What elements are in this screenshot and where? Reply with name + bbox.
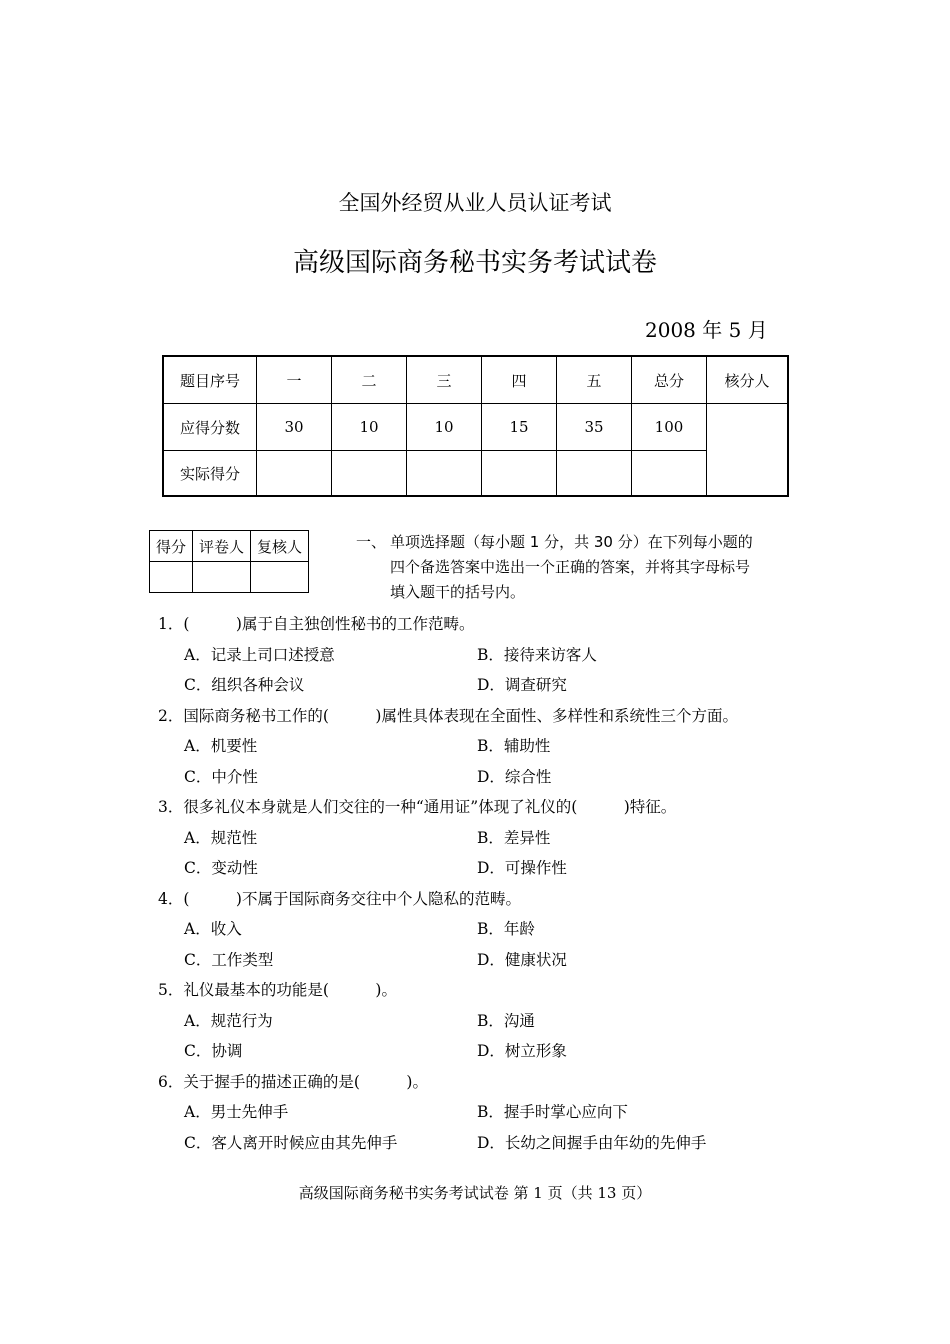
option-b: B．接待来访客人 [477, 645, 597, 664]
question-stem: 5．礼仪最基本的功能是( )。 [158, 981, 397, 999]
option-d: D．调查研究 [477, 676, 567, 694]
option-c: C．协调 [184, 1042, 243, 1060]
grader-header: 得分 [150, 531, 193, 562]
option-a: A．记录上司口述授意 [184, 645, 335, 664]
cell: 二 [332, 356, 407, 404]
question-stem: 3．很多礼仪本身就是人们交往的一种“通用证”体现了礼仪的( )特征。 [158, 798, 677, 816]
checker-signature-cell[interactable] [707, 404, 789, 497]
score-entry-cell[interactable] [332, 451, 407, 497]
option-a: A．机要性 [184, 737, 258, 755]
option-b: B．握手时掌心应向下 [477, 1103, 628, 1121]
score-entry-cell[interactable] [557, 451, 632, 497]
grader-entry-cell[interactable] [150, 562, 193, 593]
section-instructions [356, 530, 796, 605]
score-table-row-actual [163, 451, 788, 497]
cell: 10 [332, 404, 407, 451]
cell-label: 实际得分 [163, 451, 257, 497]
grader-header: 复核人 [251, 531, 309, 562]
option-d: D．可操作性 [477, 859, 567, 877]
score-entry-cell[interactable] [482, 451, 557, 497]
cell: 三 [407, 356, 482, 404]
grader-table [149, 530, 309, 593]
exam-subtitle: 全国外经贸从业人员认证考试 [338, 191, 612, 215]
question-stem: 6．关于握手的描述正确的是( )。 [158, 1072, 428, 1091]
option-d: D．长幼之间握手由年幼的先伸手 [477, 1133, 707, 1152]
option-c: C．客人离开时候应由其先伸手 [184, 1133, 398, 1152]
option-a: A．收入 [184, 920, 242, 938]
option-c: C．变动性 [184, 859, 258, 877]
exam-date: 2008 年 5 月 [645, 318, 768, 342]
cell: 35 [557, 404, 632, 451]
cell: 总分 [632, 356, 707, 404]
score-entry-cell[interactable] [407, 451, 482, 497]
option-c: C．工作类型 [184, 950, 274, 969]
cell-label: 题目序号 [163, 356, 257, 404]
option-d: D．健康状况 [477, 950, 567, 969]
score-table-row-index [163, 356, 788, 404]
exam-title: 高级国际商务秘书实务考试试卷 [292, 248, 657, 278]
cell: 15 [482, 404, 557, 451]
option-d: D．综合性 [477, 767, 552, 786]
cell: 一 [257, 356, 332, 404]
cell: 四 [482, 356, 557, 404]
section-text-line: 填入题干的括号内。 [390, 583, 526, 601]
cell-label: 应得分数 [163, 404, 257, 451]
grader-entry-cell[interactable] [251, 562, 309, 593]
grader-header: 评卷人 [193, 531, 251, 562]
option-a: A．规范性 [184, 828, 258, 847]
option-b: B．差异性 [477, 828, 551, 847]
section-text-line: 单项选择题（每小题 1 分，共 30 分）在下列每小题的 [390, 533, 753, 551]
question-stem: 1．( )属于自主独创性秘书的工作范畴。 [158, 615, 475, 633]
cell: 10 [407, 404, 482, 451]
grader-entry-cell[interactable] [193, 562, 251, 593]
section-number: 一、 [356, 533, 387, 551]
option-a: A．规范行为 [184, 1011, 273, 1030]
score-entry-cell[interactable] [632, 451, 707, 497]
question-stem: 4．( )不属于国际商务交往中个人隐私的范畴。 [158, 889, 521, 908]
option-c: C．组织各种会议 [184, 676, 305, 694]
page-footer: 高级国际商务秘书实务考试试卷 第 1 页（共 13 页） [298, 1184, 652, 1202]
option-c: C．中介性 [184, 767, 258, 786]
question-stem: 2．国际商务秘书工作的( )属性具体表现在全面性、多样性和系统性三个方面。 [158, 706, 738, 725]
score-entry-cell[interactable] [257, 451, 332, 497]
cell: 100 [632, 404, 707, 451]
cell: 五 [557, 356, 632, 404]
option-b: B．沟通 [477, 1011, 535, 1030]
cell: 30 [257, 404, 332, 451]
option-b: B．年龄 [477, 920, 535, 938]
cell: 核分人 [707, 356, 789, 404]
score-table [162, 355, 789, 497]
option-d: D．树立形象 [477, 1042, 567, 1060]
option-a: A．男士先伸手 [184, 1103, 289, 1121]
section-text-line: 四个备选答案中选出一个正确的答案，并将其字母标号 [390, 558, 751, 576]
option-b: B．辅助性 [477, 737, 551, 755]
score-table-row-expected [163, 404, 788, 451]
